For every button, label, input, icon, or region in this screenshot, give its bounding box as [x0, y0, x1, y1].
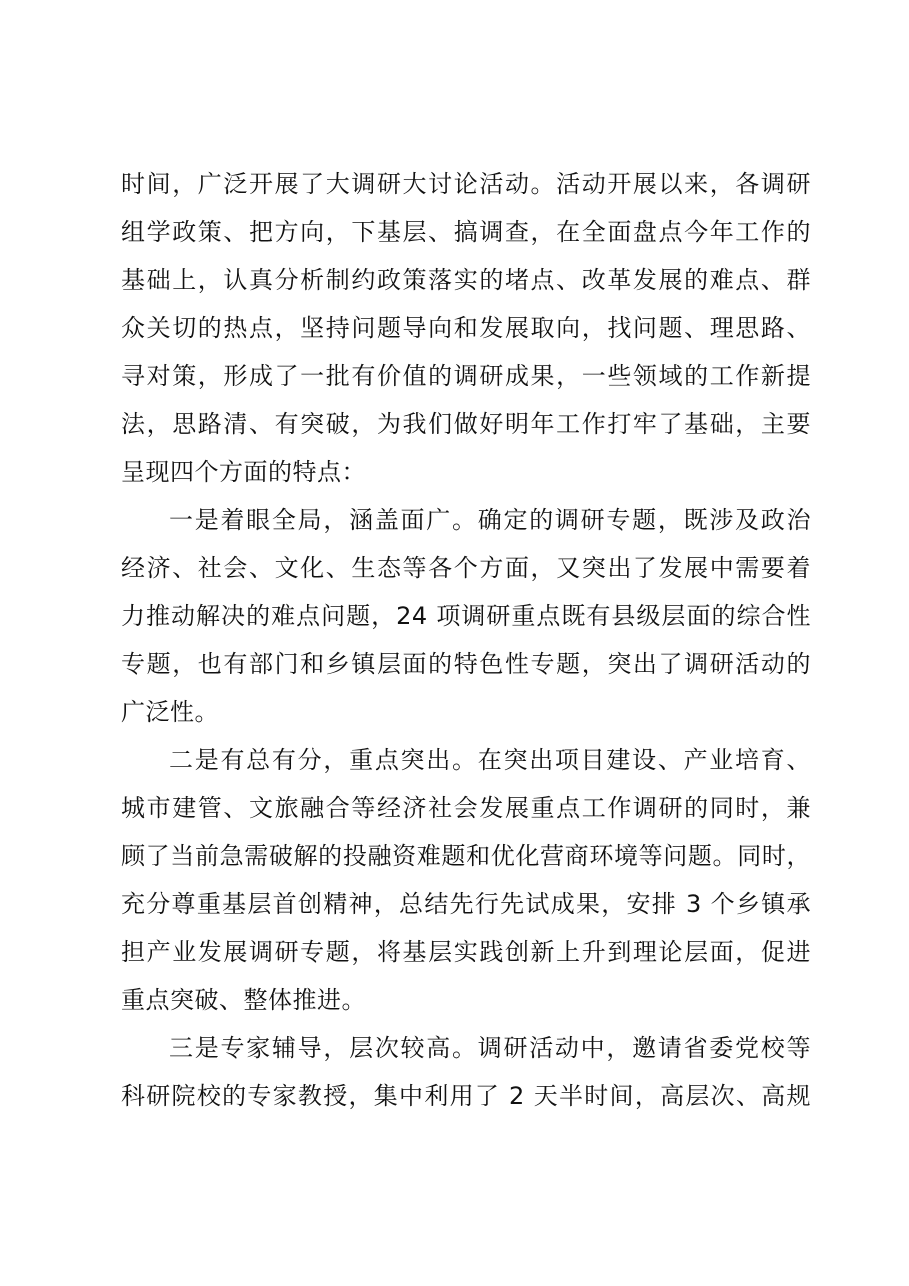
paragraph-first-line: 三是专家辅导，层次较高。调研活动中，邀请省委党校等 [169, 1034, 811, 1062]
text-line: 经济、社会、文化、生态等各个方面，又突出了发展中需要着 [121, 554, 811, 582]
text-line: 力推动解决的难点问题，24 项调研重点既有县级层面的综合性 [121, 602, 811, 630]
paragraph-first-line: 一是着眼全局，涵盖面广。确定的调研专题，既涉及政治 [169, 506, 811, 534]
text-line: 专题，也有部门和乡镇层面的特色性专题，突出了调研活动的 [121, 650, 811, 678]
text-line: 法，思路清、有突破，为我们做好明年工作打牢了基础，主要 [121, 410, 811, 438]
text-line: 众关切的热点，坚持问题导向和发展取向，找问题、理思路、 [121, 314, 811, 342]
text-line: 顾了当前急需破解的投融资难题和优化营商环境等问题。同时， [121, 842, 811, 870]
text-line: 城市建管、文旅融合等经济社会发展重点工作调研的同时，兼 [121, 794, 811, 822]
text-line: 充分尊重基层首创精神，总结先行先试成果，安排 3 个乡镇承 [121, 890, 811, 918]
text-line: 寻对策，形成了一批有价值的调研成果，一些领域的工作新提 [121, 362, 811, 390]
text-line: 科研院校的专家教授，集中利用了 2 天半时间，高层次、高规 [121, 1082, 811, 1110]
text-line: 时间，广泛开展了大调研大讨论活动。活动开展以来，各调研 [121, 170, 811, 198]
text-line: 组学政策、把方向，下基层、搞调查，在全面盘点今年工作的 [121, 218, 811, 246]
paragraph-first-line: 二是有总有分，重点突出。在突出项目建设、产业培育、 [169, 746, 811, 774]
text-line: 基础上，认真分析制约政策落实的堵点、改革发展的难点、群 [121, 266, 811, 294]
text-line: 重点突破、整体推进。 [121, 986, 366, 1014]
text-line: 呈现四个方面的特点： [121, 458, 366, 486]
text-line: 担产业发展调研专题，将基层实践创新上升到理论层面，促进 [121, 938, 811, 966]
document-body [121, 160, 811, 1120]
text-line: 广泛性。 [121, 698, 219, 726]
